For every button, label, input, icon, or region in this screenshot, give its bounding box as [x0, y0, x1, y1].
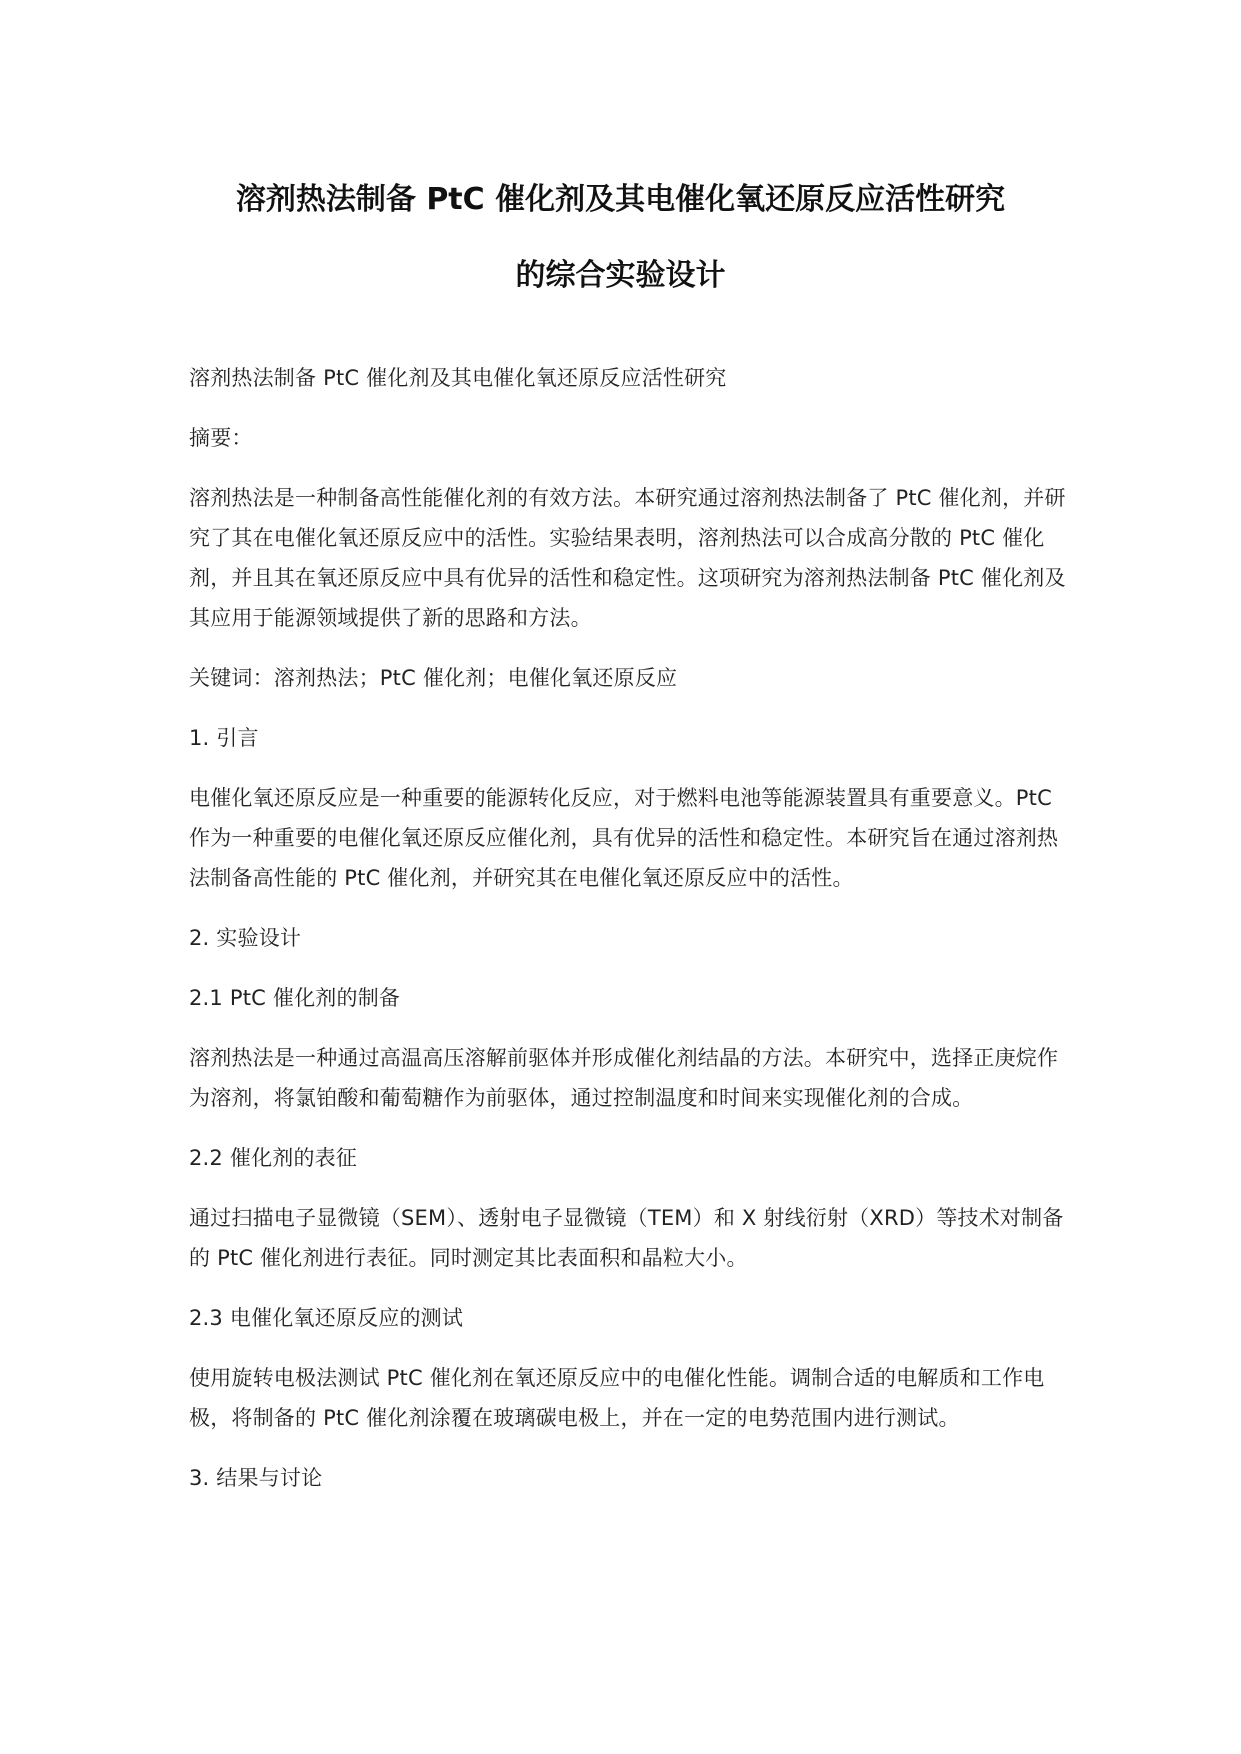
section-2-2-text: 通过扫描电子显微镜（SEM）、透射电子显微镜（TEM）和 X 射线衍射（XRD）等技术对制备的 PtC 催化剂进行表征。同时测定其比表面积和晶粒大小。: [189, 1206, 1064, 1270]
section-1-text: 电催化氧还原反应是一种重要的能源转化反应，对于燃料电池等能源装置具有重要意义。PtC 作为一种重要的电催化氧还原反应催化剂，具有优异的活性和稳定性。本研究旨在通过溶剂热法制备高性能的 PtC 催化剂，并研究其在电催化氧还原反应中的活性。: [189, 786, 1059, 890]
section-2-heading: 2. 实验设计: [189, 926, 302, 950]
section-2-2-heading: 2.2 催化剂的表征: [189, 1146, 358, 1170]
section-3-heading: 3. 结果与讨论: [189, 1466, 323, 1490]
section-1-heading: 1. 引言: [189, 726, 259, 750]
abstract-text: 溶剂热法是一种制备高性能催化剂的有效方法。本研究通过溶剂热法制备了 PtC 催化剂，并研究了其在电催化氧还原反应中的活性。实验结果表明，溶剂热法可以合成高分散的 PtC 催化剂，并且其在氧还原反应中具有优异的活性和稳定性。这项研究为溶剂热法制备 PtC 催化剂及其应用于能源领域提供了新的思路和方法。: [189, 486, 1066, 630]
abstract-label: 摘要：: [189, 426, 253, 450]
document-title-line-1: 溶剂热法制备 PtC 催化剂及其电催化氧还原反应活性研究: [235, 182, 1006, 217]
section-2-1-text: 溶剂热法是一种通过高温高压溶解前驱体并形成催化剂结晶的方法。本研究中，选择正庚烷作为溶剂，将氯铂酸和葡萄糖作为前驱体，通过控制温度和时间来实现催化剂的合成。: [189, 1046, 1059, 1110]
section-2-3-text: 使用旋转电极法测试 PtC 催化剂在氧还原反应中的电催化性能。调制合适的电解质和工作电极，将制备的 PtC 催化剂涂覆在玻璃碳电极上，并在一定的电势范围内进行测试。: [189, 1366, 1045, 1430]
section-2-1-heading: 2.1 PtC 催化剂的制备: [189, 986, 401, 1010]
keywords: 关键词：溶剂热法；PtC 催化剂；电催化氧还原反应: [189, 666, 678, 690]
document-body: [189, 358, 1069, 1518]
subtitle: 溶剂热法制备 PtC 催化剂及其电催化氧还原反应活性研究: [189, 366, 727, 390]
document-title-line-2: 的综合实验设计: [515, 258, 726, 293]
section-2-3-heading: 2.3 电催化氧还原反应的测试: [189, 1306, 464, 1330]
